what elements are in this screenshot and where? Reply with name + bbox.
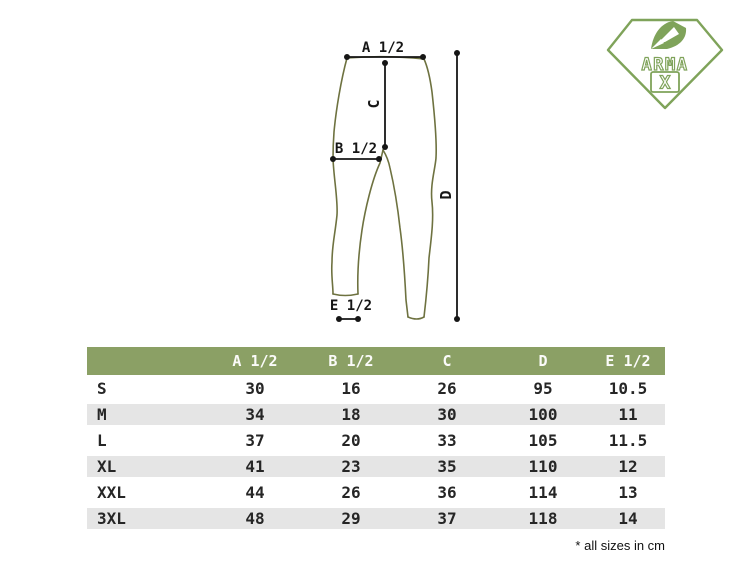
size-table — [87, 347, 665, 531]
table-header-row — [87, 347, 665, 375]
logo-x-text: X — [659, 72, 671, 94]
table-row-s — [87, 375, 665, 401]
table-row-l — [87, 427, 665, 453]
header-cell-a: A 1/2 — [232, 352, 278, 370]
size-label: 3XL — [97, 509, 126, 528]
table-cell: 11.5 — [608, 430, 648, 450]
pants-measurement-diagram — [270, 15, 500, 335]
label-b: B 1/2 — [334, 141, 378, 157]
table-cell: 36 — [437, 482, 457, 502]
table-cell: 30 — [245, 378, 265, 398]
table-cell: 48 — [245, 509, 265, 528]
table-cell: 11 — [618, 405, 638, 424]
table-cell: 29 — [341, 509, 361, 528]
header-cell-e: E 1/2 — [605, 352, 651, 370]
size-label: S — [97, 378, 107, 398]
measure-e — [336, 316, 361, 322]
table-row-xl — [87, 453, 665, 479]
table-cell: 13 — [618, 482, 638, 502]
size-label: L — [97, 430, 107, 450]
table-row-m — [87, 401, 665, 427]
header-cell-c: C — [442, 352, 452, 370]
table-cell: 37 — [437, 509, 457, 528]
units-note: * all sizes in cm — [575, 538, 665, 553]
table-cell: 23 — [341, 457, 361, 476]
table-cell: 44 — [245, 482, 265, 502]
table-cell: 118 — [528, 509, 558, 528]
brand-logo — [593, 10, 743, 115]
table-cell: 41 — [245, 457, 265, 476]
table-cell: 33 — [437, 430, 457, 450]
label-a: A 1/2 — [361, 40, 405, 56]
header-cell-b: B 1/2 — [328, 352, 374, 370]
table-row-3xl — [87, 505, 665, 531]
label-d: D — [437, 190, 455, 200]
label-c: C — [365, 99, 383, 109]
table-cell: 34 — [245, 405, 265, 424]
table-cell: 105 — [528, 430, 558, 450]
table-cell: 26 — [341, 482, 361, 502]
delphin-d-icon — [651, 21, 686, 49]
header-cell-d: D — [538, 352, 548, 370]
table-cell: 95 — [533, 378, 553, 398]
table-cell: 12 — [618, 457, 638, 476]
size-label: M — [97, 405, 107, 424]
size-label: XL — [97, 457, 117, 476]
table-cell: 10.5 — [608, 378, 648, 398]
table-cell: 35 — [437, 457, 457, 476]
label-e: E 1/2 — [329, 298, 373, 314]
table-cell: 30 — [437, 405, 457, 424]
table-row-xxl — [87, 479, 665, 505]
pants-outline — [329, 57, 436, 319]
table-cell: 114 — [528, 482, 558, 502]
table-cell: 18 — [341, 405, 361, 424]
table-cell: 37 — [245, 430, 265, 450]
table-cell: 16 — [341, 378, 361, 398]
table-cell: 20 — [341, 430, 361, 450]
size-label: XXL — [97, 482, 126, 502]
measure-d — [454, 50, 460, 322]
table-cell: 14 — [618, 509, 638, 528]
table-cell: 110 — [528, 457, 558, 476]
table-cell: 26 — [437, 378, 457, 398]
table-cell: 100 — [528, 405, 558, 424]
logo-arma-text: ARMA — [641, 55, 689, 75]
